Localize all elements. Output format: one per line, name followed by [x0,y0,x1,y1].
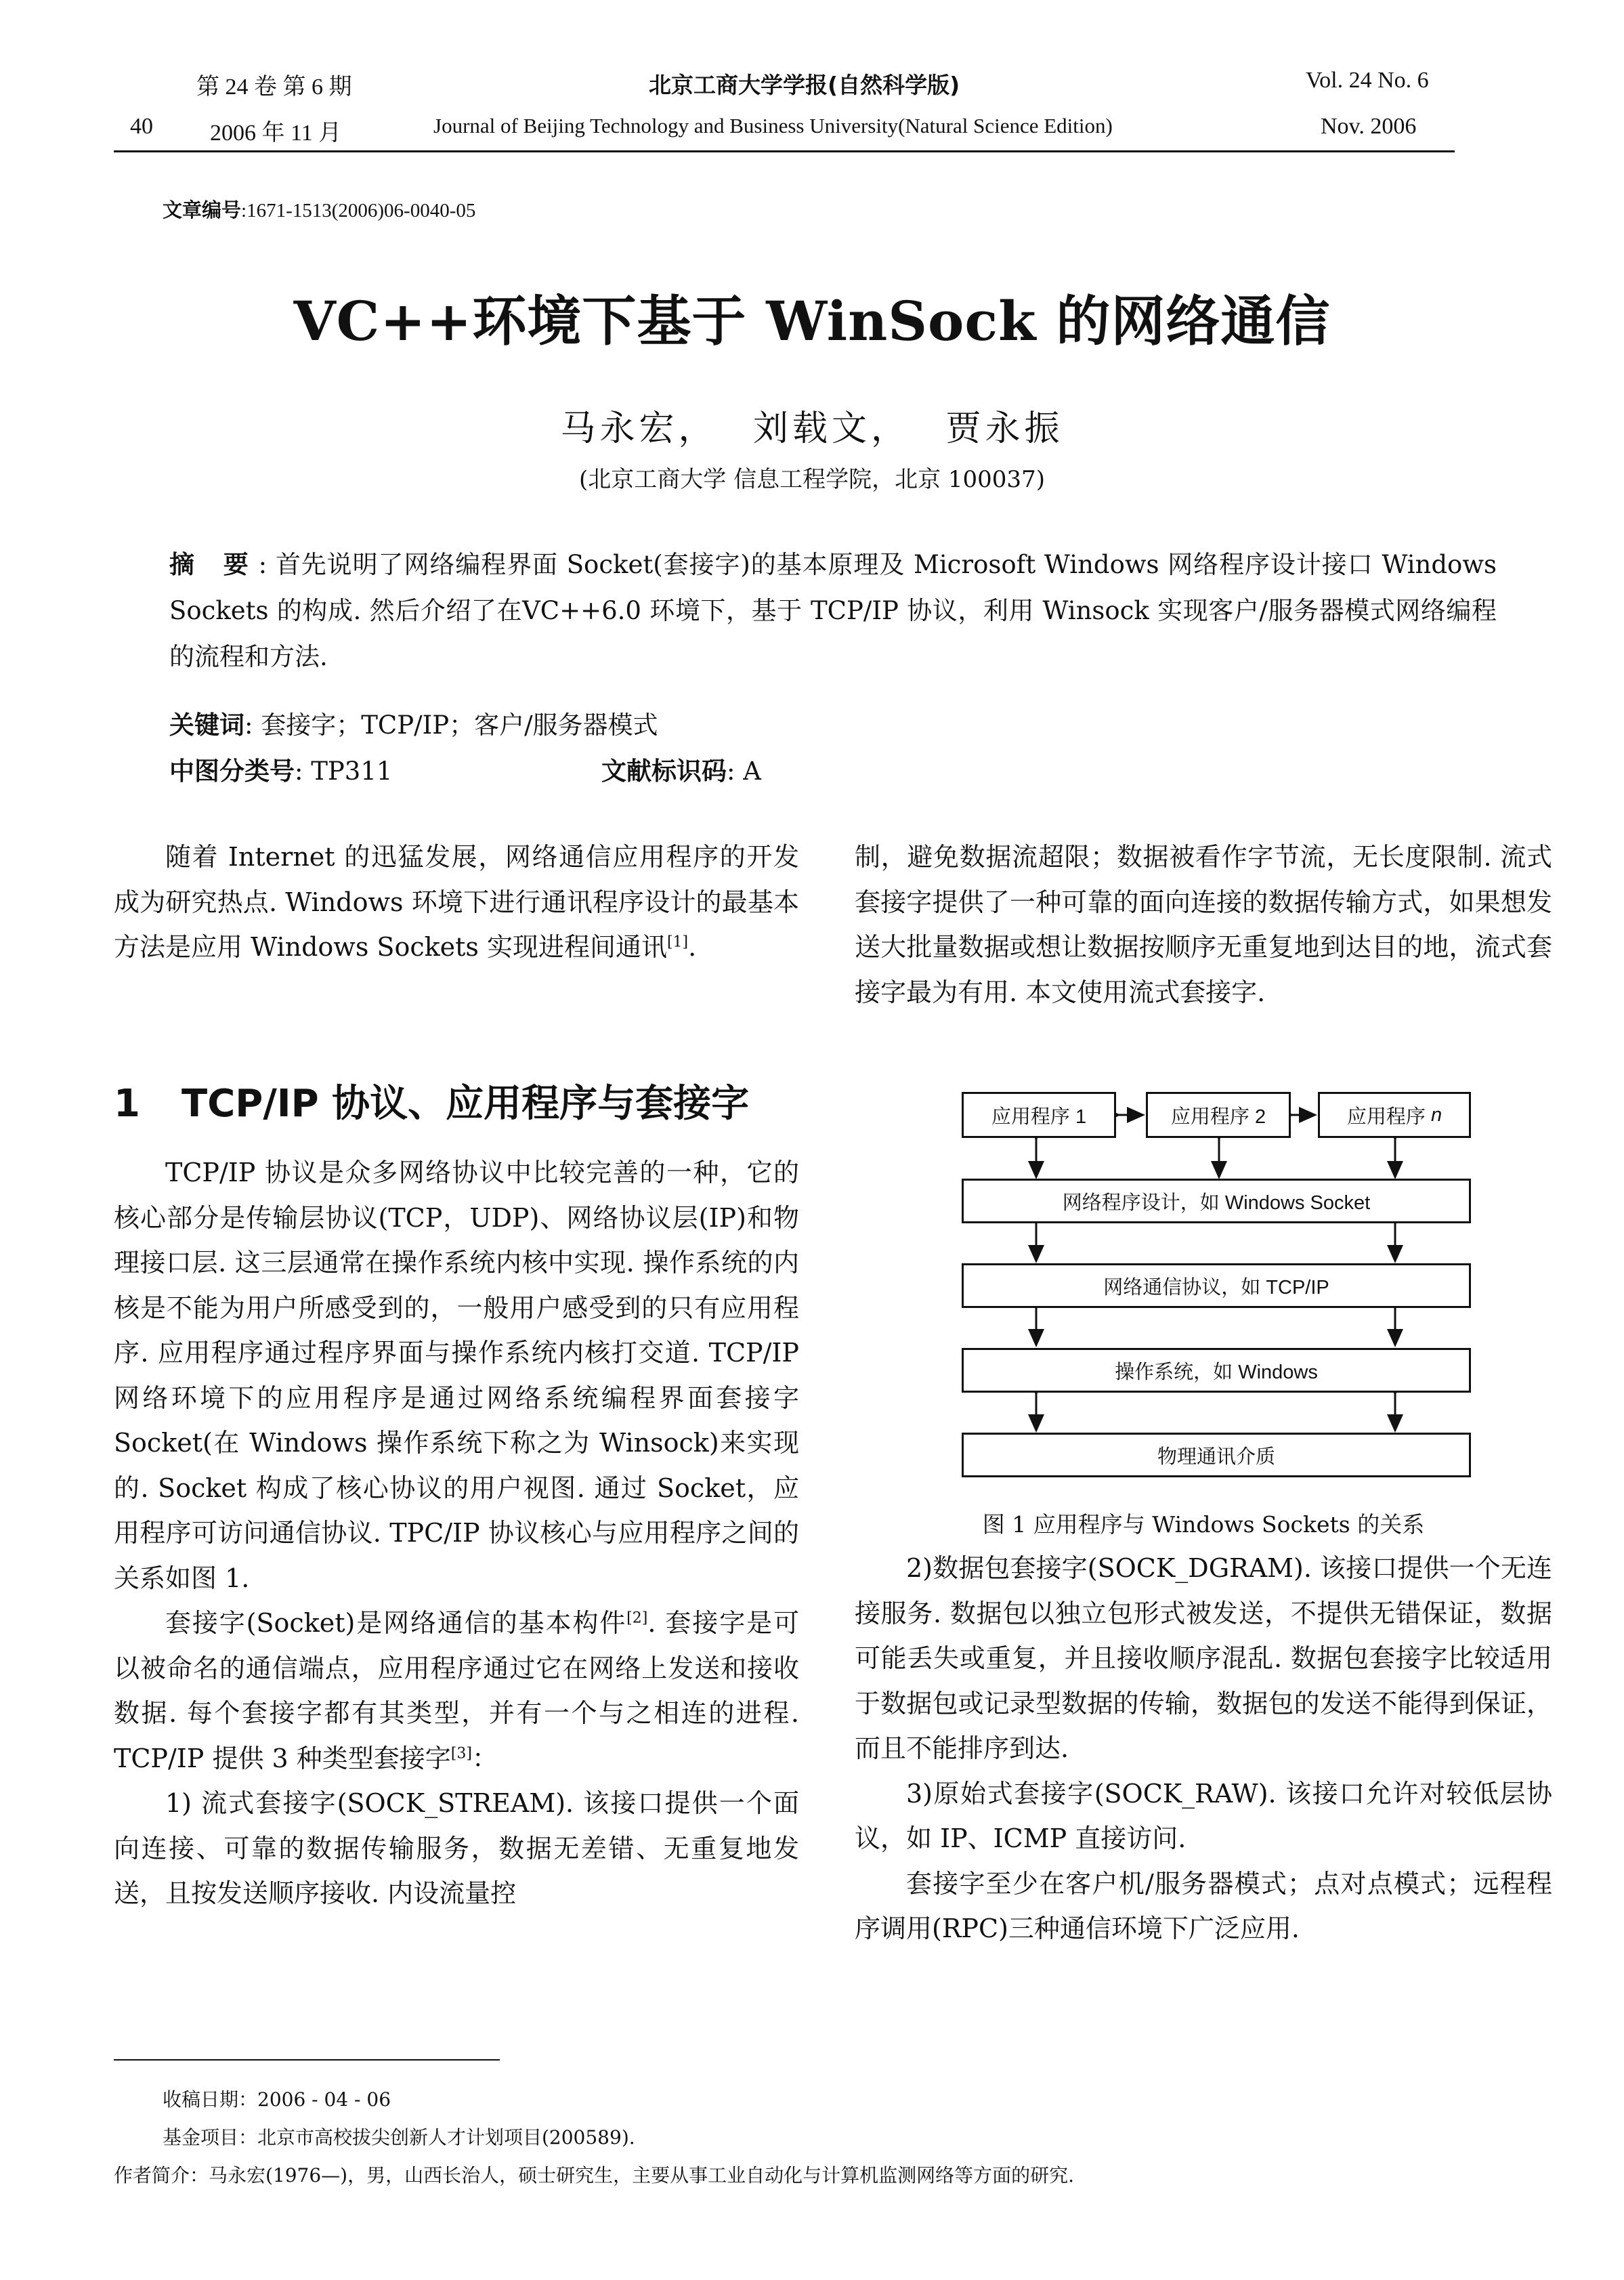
citation-3: [3] [450,1744,472,1762]
abstract-label: 摘 要 [169,550,259,579]
box-operating-system: 操作系统，如 Windows [962,1348,1471,1393]
right-column-body [855,1546,1552,1951]
author-list [0,400,1624,450]
paragraph-socket-modes: 套接字至少在客户机/服务器模式；点对点模式；远程程序调用(RPC)三种通信环境下广泛应用. [855,1868,1552,1943]
volume-issue-en: Vol. 24 No. 6 [1306,68,1429,93]
paragraph-raw-socket: 3)原始式套接字(SOCK_RAW). 该接口允许对较低层协议，如 IP、ICMP 直接访问. [855,1778,1552,1853]
paragraph-dgram-socket: 2)数据包套接字(SOCK_DGRAM). 该接口提供一个无连接服务. 数据包以独立包形式被发送，不提供无错保证，数据可能丢失或重复，并且接收顺序混乱. 数据包套接字比较适用于数据包或记录型数据的传输，数据包的发送不能得到保证，而且不能排序到达. [855,1553,1552,1763]
volume-issue-cn: 第 24 卷 第 6 期 [196,75,352,100]
citation-1: [1] [666,933,689,951]
date-en: Nov. 2006 [1321,114,1417,139]
journal-name-cn: 北京工商大学学报(自然科学版) [649,72,960,98]
header-rule [114,150,1455,152]
paragraph-stream-socket: 1) 流式套接字(SOCK_STREAM). 该接口提供一个面向连接、可靠的数据传输服务，数据无差错、无重复地发送，且按发送顺序接收. 内设流量控 [114,1788,799,1908]
affiliation: (北京工商大学 信息工程学院，北京 100037) [579,466,1045,493]
document-code: 文献标识码: A [601,757,761,786]
figure-1-caption: 图 1 应用程序与 Windows Sockets 的关系 [982,1511,1425,1538]
classification-number: 中图分类号: TP311 [169,757,393,786]
box-app-1: 应用程序 1 [962,1092,1116,1138]
figure-1-diagram [962,1091,1558,1490]
keywords [169,704,658,741]
article-number: 文章编号:1671-1513(2006)06-0040-05 [163,198,476,221]
author-2: 刘载文， [752,408,910,449]
date-cn: 2006 年 11 月 [210,121,342,146]
right-column-continuation: 制，避免数据流超限；数据被看作字节流，无长度限制. 流式套接字提供了一种可靠的面向连接的数据传输方式，如果想发送大批量数据或想让数据按顺序无重复地到达目的地，流式套接字最为有用. 本文使用流式套接字. [855,842,1552,1007]
box-physical-medium: 物理通讯介质 [962,1433,1471,1477]
citation-2: [2] [626,1609,648,1627]
author-1: 马永宏， [560,408,718,449]
footnote-author: 作者简介：马永宏(1976—)，男，山西长治人，硕士研究生，主要从事工业自动化与计算机监测网络等方面的研究. [114,2164,1075,2187]
section-title: TCP/IP 协议、应用程序与套接字 [181,1082,750,1126]
abstract [169,542,1497,680]
author-3: 贾永振 [945,408,1064,449]
keywords-label: 关键词 [169,711,244,740]
paper-title: VC++环境下基于 WinSock 的网络通信 [293,289,1331,353]
box-network-protocol: 网络通信协议，如 TCP/IP [962,1263,1471,1308]
box-app-n: 应用程序 n [1318,1092,1471,1138]
classification-label: 中图分类号 [169,757,295,786]
page-number: 40 [130,114,153,139]
paragraph-tcpip: TCP/IP 协议是众多网络协议中比较完善的一种，它的核心部分是传输层协议(TCP，UDP)、网络协议层(IP)和物理接口层. 这三层通常在操作系统内核中实现. 操作系统的内核是不能为用户所感受到的，一般用户感受到的只有应用程序. 应用程序通过程序界面与操作系统内核打交道. TCP/IP 网络环境下的应用程序是通过网络系统编程界面套接字 Socket(在 Windows 操作系统下称之为 Winsock)来实现的. Socket 构成了核心协议的用户视图. 通过 Socket，应用程序可访问通信协议. TPC/IP 协议核心与应用程序之间的关系如图 1. [114,1158,799,1593]
intro-paragraph: 随着 Internet 的迅猛发展，网络通信应用程序的开发成为研究热点. Windows 环境下进行通讯程序设计的最基本方法是应用 Windows Sockets 实现进程间通讯[1]. [114,842,799,962]
paragraph-socket-def: 套接字(Socket)是网络通信的基本构件[2]. 套接字是可以被命名的通信端点，应用程序通过它在网络上发送和接收数据. 每个套接字都有其类型，并有一个与之相连的进程. TCP/IP 提供 3 种类型套接字[3]： [114,1608,799,1773]
box-network-programming: 网络程序设计，如 Windows Socket [962,1179,1471,1223]
journal-name-en: Journal of Beijing Technology and Business University(Natural Science Edition) [433,114,1113,138]
footnote-received: 收稿日期：2006 - 04 - 06 [163,2088,391,2111]
document-code-label: 文献标识码 [601,757,727,786]
footnote-fund: 基金项目：北京市高校拔尖创新人才计划项目(200589). [163,2126,635,2149]
box-app-2: 应用程序 2 [1146,1092,1291,1138]
footnote-rule [114,2059,500,2061]
section-number: 1 [114,1082,140,1126]
abstract-text: : 首先说明了网络编程界面 Socket(套接字)的基本原理及 Microsoft Windows 网络程序设计接口 Windows Sockets 的构成. 然后介绍了在VC++6.0 环境下，基于 TCP/IP 协议，利用 Winsock 实现客户/服务器模式网络编程的流程和方法. [169,550,1497,671]
keywords-text: : 套接字；TCP/IP；客户/服务器模式 [244,711,658,740]
left-column-body [114,1150,799,1916]
section-heading-1 [114,1074,749,1128]
